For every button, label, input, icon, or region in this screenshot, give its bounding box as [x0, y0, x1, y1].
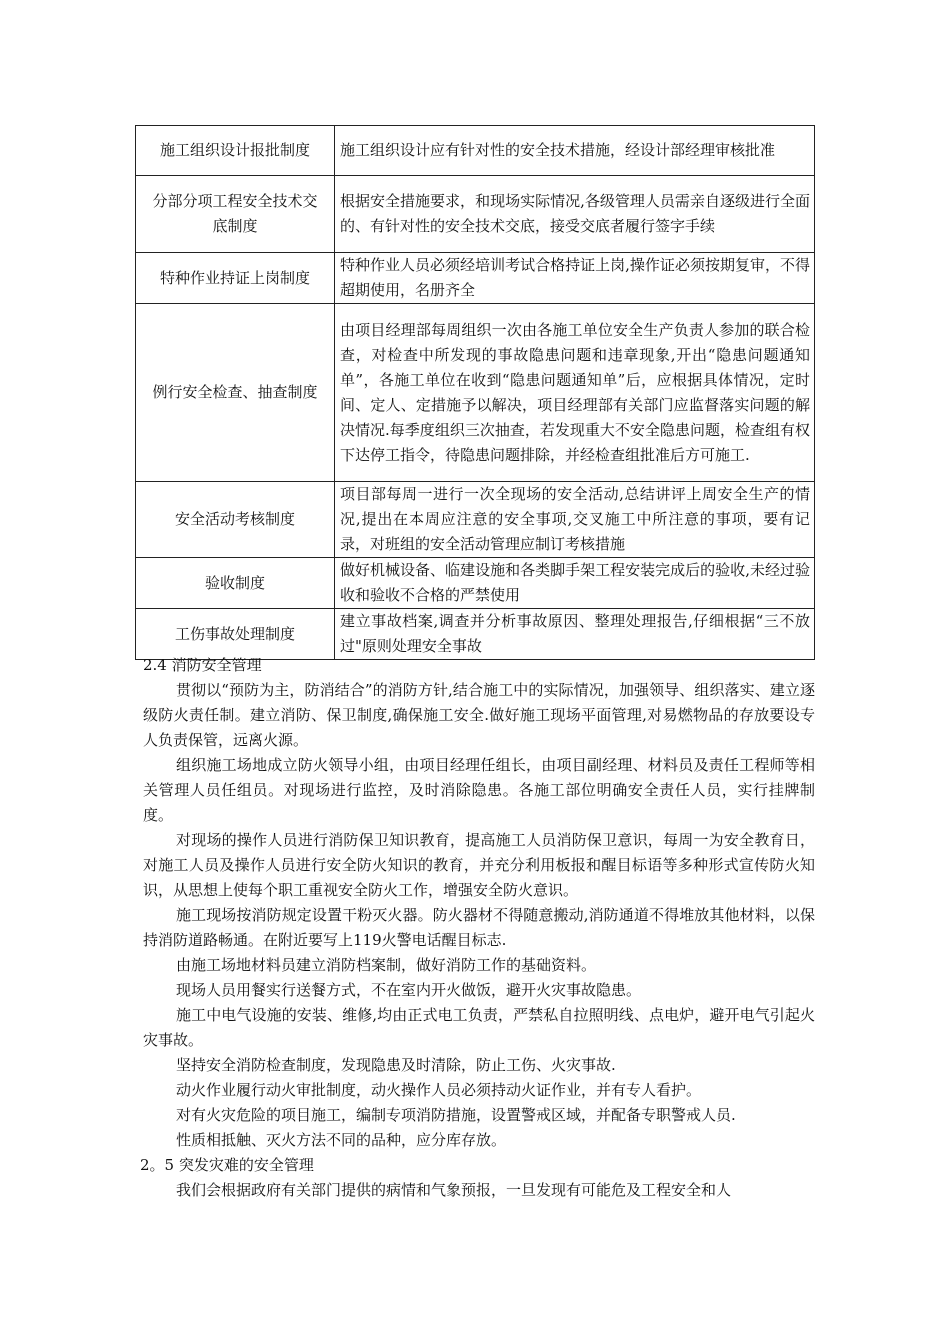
system-name-cell: 工伤事故处理制度	[136, 609, 335, 660]
table-row	[136, 253, 815, 304]
table-row	[136, 482, 815, 558]
system-name-cell: 分部分项工程安全技术交底制度	[136, 176, 335, 253]
paragraph: 我们会根据政府有关部门提供的病情和气象预报，一旦发现有可能危及工程安全和人	[176, 1181, 732, 1199]
paragraph: 动火作业履行动火审批制度，动火操作人员必须持动火证作业，并有专人看护。	[176, 1081, 702, 1099]
system-name-cell: 施工组织设计报批制度	[136, 126, 335, 176]
system-name-cell: 例行安全检查、抽查制度	[136, 304, 335, 482]
table-row	[136, 304, 815, 482]
safety-system-table	[135, 125, 815, 660]
table-row	[136, 609, 815, 660]
table-row	[136, 558, 815, 609]
system-desc-cell: 项目部每周一进行一次全现场的安全活动,总结讲评上周安全生产的情况,提出在本周应注意的安全事项,交叉施工中所注意的事项，要有记录，对班组的安全活动管理应制订考核措施	[335, 482, 815, 558]
system-desc-cell: 施工组织设计应有针对性的安全技术措施，经设计部经理审核批准	[335, 126, 815, 176]
system-name-cell: 特种作业持证上岗制度	[136, 253, 335, 304]
system-desc-cell: 特种作业人员必须经培训考试合格持证上岗,操作证必须按期复审，不得超期使用，名册齐全	[335, 253, 815, 304]
paragraph: 施工中电气设施的安装、维修,均由正式电工负责，严禁私自拉照明线、点电炉，避开电气引起火灾事故。	[143, 1006, 815, 1049]
system-name-cell: 安全活动考核制度	[136, 482, 335, 558]
paragraph: 对有火灾危险的项目施工，编制专项消防措施，设置警戒区域，并配备专职警戒人员.	[176, 1106, 736, 1124]
table-row	[136, 176, 815, 253]
paragraph: 由施工场地材料员建立消防档案制，做好消防工作的基础资料。	[176, 956, 597, 974]
paragraph: 贯彻以“预防为主，防消结合”的消防方针,结合施工中的实际情况，加强领导、组织落实、建立逐级防火责任制。建立消防、保卫制度,确保施工安全.做好施工现场平面管理,对易燃物品的存放要设专人负责保管，远离火源。	[143, 681, 815, 749]
paragraph: 现场人员用餐实行送餐方式，不在室内开火做饭，避开火灾事故隐患。	[176, 981, 642, 999]
system-desc-cell: 由项目经理部每周组织一次由各施工单位安全生产负责人参加的联合检查，对检查中所发现的事故隐患问题和违章现象,开出“隐患问题通知单”，各施工单位在收到“隐患问题通知单”后，应根据具体情况，定时间、定人、定措施予以解决，项目经理部有关部门应监督落实问题的解决情况.每季度组织三次抽查，若发现重大不安全隐患问题，检查组有权下达停工指令，待隐患问题排除，并经检查组批准后方可施工.	[335, 304, 815, 482]
paragraph: 施工现场按消防规定设置干粉灭火器。防火器材不得随意搬动,消防通道不得堆放其他材料，以保持消防道路畅通。在附近要写上119火警电话醒目标志.	[143, 906, 815, 949]
section-heading: 2.4 消防安全管理	[143, 656, 262, 674]
system-desc-cell: 根据安全措施要求，和现场实际情况,各级管理人员需亲自逐级进行全面的、有针对性的安全技术交底，接受交底者履行签字手续	[335, 176, 815, 253]
table-row	[136, 126, 815, 176]
paragraph: 组织施工场地成立防火领导小组，由项目经理任组长，由项目副经理、材料员及责任工程师等相关管理人员任组员。对现场进行监控，及时消除隐患。各施工部位明确安全责任人员，实行挂牌制度。	[143, 756, 815, 824]
paragraph: 坚持安全消防检查制度，发现隐患及时清除，防止工伤、火灾事故.	[176, 1056, 616, 1074]
paragraph: 性质相抵触、灭火方法不同的品种，应分库存放。	[176, 1131, 507, 1149]
system-desc-cell: 建立事故档案,调查并分析事故原因、整理处理报告,仔细根据“三不放过"原则处理安全事故	[335, 609, 815, 660]
section-body	[140, 678, 815, 1203]
system-desc-cell: 做好机械设备、临建设施和各类脚手架工程安装完成后的验收,未经过验收和验收不合格的严禁使用	[335, 558, 815, 609]
paragraph: 对现场的操作人员进行消防保卫知识教育，提高施工人员消防保卫意识，每周一为安全教育日，对施工人员及操作人员进行安全防火知识的教育，并充分利用板报和醒目标语等多种形式宣传防火知识，从思想上使每个职工重视安全防火工作，增强安全防火意识。	[143, 831, 815, 899]
section-heading: 2。5 突发灾难的安全管理	[140, 1156, 314, 1174]
system-name-cell: 验收制度	[136, 558, 335, 609]
